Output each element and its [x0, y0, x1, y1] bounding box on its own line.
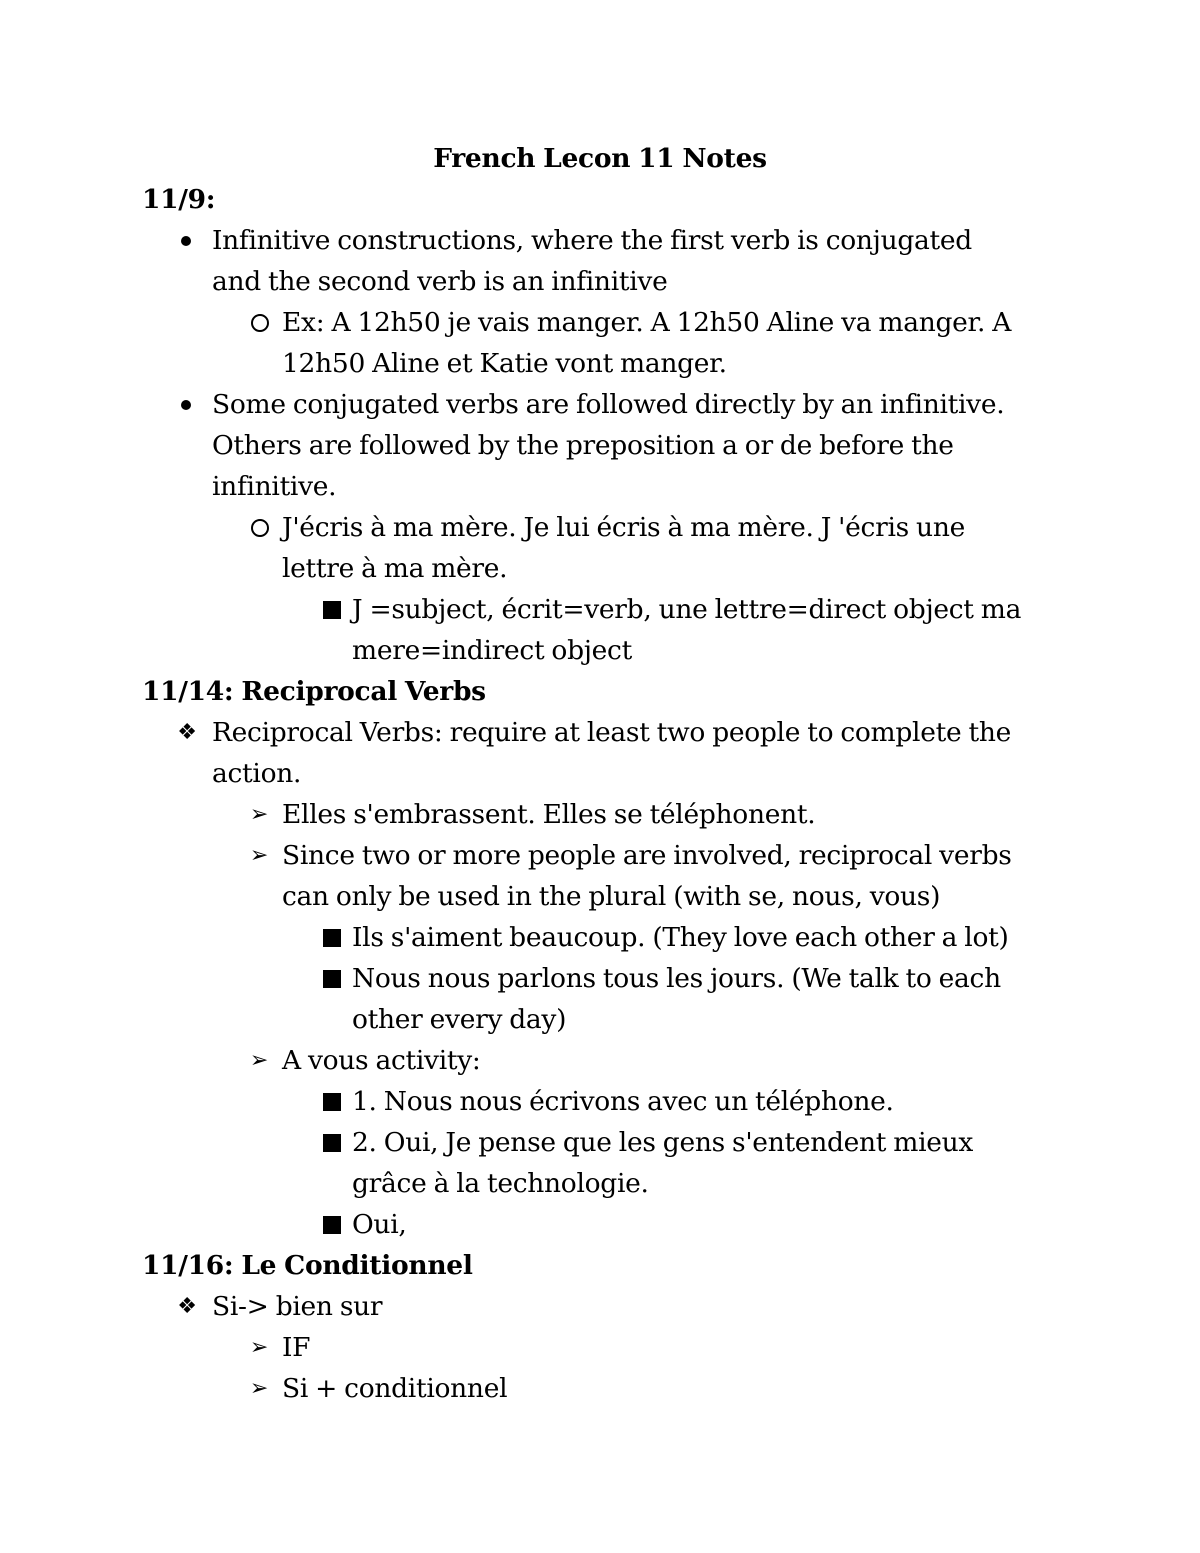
- list-item-line: 1. Nous nous écrivons avec un téléphone.: [352, 1086, 894, 1117]
- list-item-line: Reciprocal Verbs: require at least two people to complete the: [212, 717, 1011, 748]
- list-item-line: Elles s'embrassent. Elles se téléphonent.: [282, 799, 816, 830]
- list-item-line: J =subject, écrit=verb, une lettre=direct object ma: [352, 594, 1022, 625]
- bullet-square-icon: [320, 1123, 344, 1163]
- bullet-square-icon: [320, 590, 344, 630]
- list-item-line: 12h50 Aline et Katie vont manger.: [282, 348, 727, 379]
- section-heading-11-9: 11/9:: [142, 184, 216, 215]
- page-title: French Lecon 11 Notes: [433, 143, 767, 174]
- arrow-bullet-icon: ➢: [249, 1048, 269, 1073]
- bullet-circle-icon: [248, 303, 272, 343]
- bullet-dot-icon: [176, 221, 196, 261]
- list-item-line: can only be used in the plural (with se, nous, vous): [282, 881, 941, 912]
- bullet-square-icon: [320, 1082, 344, 1122]
- list-item-line: mere=indirect object: [352, 635, 632, 666]
- arrow-bullet-icon: ➢: [249, 1335, 269, 1360]
- list-item-line: Si + conditionnel: [282, 1373, 508, 1404]
- list-item-line: Some conjugated verbs are followed directly by an infinitive.: [212, 389, 1005, 420]
- list-item-line: infinitive.: [212, 471, 337, 502]
- arrow-bullet-icon: ➢: [249, 843, 269, 868]
- list-item-line: action.: [212, 758, 302, 789]
- diamond-bullet-icon: ❖: [177, 720, 197, 745]
- list-item-line: 2. Oui, Je pense que les gens s'entendent mieux: [352, 1127, 974, 1158]
- list-item-line: Si-> bien sur: [212, 1291, 383, 1322]
- arrow-bullet-icon: ➢: [249, 1376, 269, 1401]
- list-item-line: Ils s'aiment beaucoup. (They love each other a lot): [352, 922, 1009, 953]
- diamond-bullet-icon: ❖: [177, 1294, 197, 1319]
- arrow-bullet-icon: ➢: [249, 802, 269, 827]
- bullet-square-icon: [320, 959, 344, 999]
- list-item-line: Others are followed by the preposition a or de before the: [212, 430, 954, 461]
- list-item-line: and the second verb is an infinitive: [212, 266, 668, 297]
- section-heading-11-16: 11/16: Le Conditionnel: [142, 1250, 473, 1281]
- list-item-line: Infinitive constructions, where the first verb is conjugated: [212, 225, 972, 256]
- bullet-square-icon: [320, 918, 344, 958]
- bullet-dot-icon: [176, 385, 196, 425]
- section-heading-11-14: 11/14: Reciprocal Verbs: [142, 676, 486, 707]
- list-item-line: Ex: A 12h50 je vais manger. A 12h50 Aline va manger. A: [282, 307, 1012, 338]
- list-item-line: A vous activity:: [282, 1045, 481, 1076]
- list-item-line: other every day): [352, 1004, 567, 1035]
- list-item-line: J'écris à ma mère. Je lui écris à ma mère. J 'écris une: [282, 512, 965, 543]
- list-item-line: grâce à la technologie.: [352, 1168, 649, 1199]
- bullet-circle-icon: [248, 508, 272, 548]
- list-item-line: Since two or more people are involved, reciprocal verbs: [282, 840, 1012, 871]
- bullet-square-icon: [320, 1205, 344, 1245]
- list-item-line: lettre à ma mère.: [282, 553, 508, 584]
- list-item-line: Oui,: [352, 1209, 407, 1240]
- list-item-line: IF: [282, 1332, 311, 1363]
- list-item-line: Nous nous parlons tous les jours. (We talk to each: [352, 963, 1001, 994]
